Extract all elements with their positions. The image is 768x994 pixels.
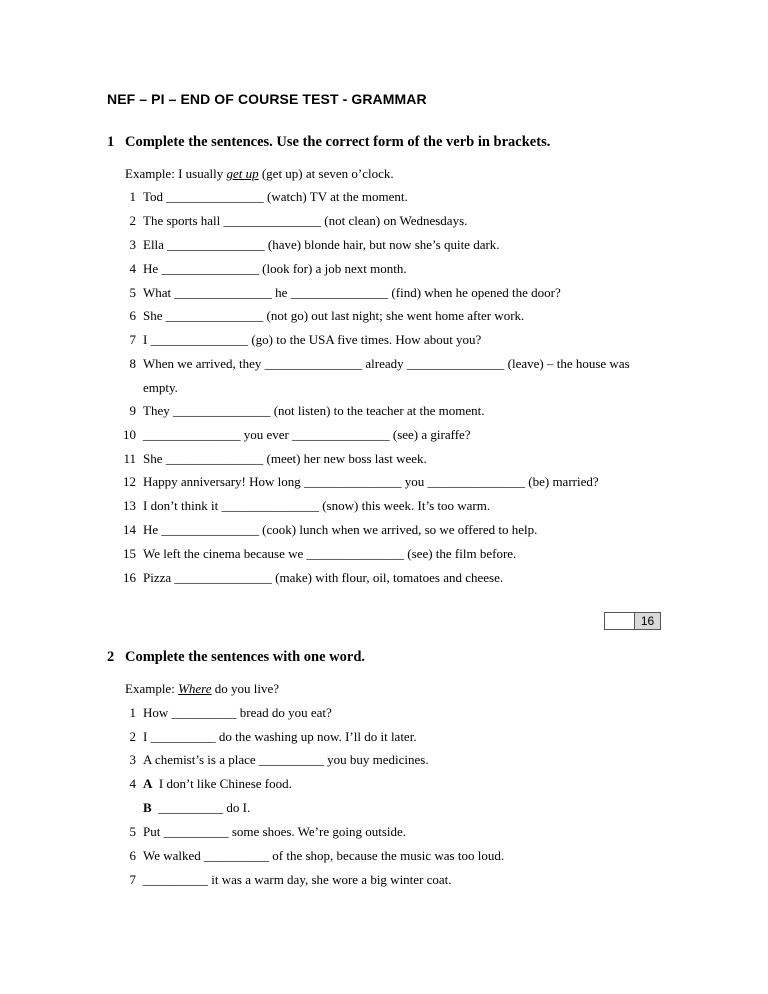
- item-number: 2: [129, 729, 136, 744]
- section-2-heading: [107, 649, 365, 666]
- speaker-a-label: A: [143, 776, 153, 791]
- s1-item-12: [0, 474, 768, 494]
- s1-item-16: [0, 570, 768, 590]
- item-number: 10: [123, 427, 136, 442]
- section-1-score-box: [604, 612, 661, 630]
- item-text: A chemist’s is a place __________ you buy medicines.: [143, 752, 429, 767]
- item-text: Pizza _______________ (make) with flour, oil, tomatoes and cheese.: [143, 570, 504, 585]
- example-prefix: Example:: [125, 681, 179, 696]
- s1-item-11: [0, 451, 768, 471]
- s2-item-5: [0, 824, 768, 844]
- item-number: 6: [129, 848, 136, 863]
- s1-item-1: [0, 189, 768, 209]
- item-number: 3: [129, 752, 136, 767]
- item-text: When we arrived, they _______________ already _______________ (leave) – the house was: [143, 356, 630, 371]
- item-text: How __________ bread do you eat?: [143, 705, 332, 720]
- example-answer: get up: [226, 166, 259, 181]
- item-number: 4: [129, 776, 136, 791]
- section-1-number: 1: [107, 134, 115, 150]
- example-suffix: do you live?: [211, 681, 280, 696]
- s1-item-8: [0, 356, 768, 376]
- section-1-heading: [107, 134, 550, 151]
- section-2-number: 2: [107, 649, 115, 665]
- item-number: 5: [129, 285, 136, 300]
- item-text: I _______________ (go) to the USA five times. How about you?: [143, 332, 482, 347]
- item-text: They _______________ (not listen) to the teacher at the moment.: [143, 403, 485, 418]
- s1-item-9: [0, 403, 768, 423]
- speaker-b-label: B: [143, 800, 152, 815]
- s1-item-7: [0, 332, 768, 352]
- item-text: I don’t like Chinese food.: [158, 776, 292, 791]
- item-text: I __________ do the washing up now. I’ll do it later.: [143, 729, 417, 744]
- item-number: 1: [129, 705, 136, 720]
- section-1-instruction: Complete the sentences. Use the correct form of the verb in brackets.: [125, 134, 551, 150]
- item-number: 11: [123, 451, 136, 466]
- item-number: 8: [129, 356, 136, 371]
- score-total: 16: [635, 613, 660, 629]
- item-number: 13: [123, 498, 136, 513]
- item-number: 16: [123, 570, 136, 585]
- item-text: She _______________ (meet) her new boss last week.: [143, 451, 427, 466]
- s1-item-14: [0, 522, 768, 542]
- section-2-instruction: Complete the sentences with one word.: [125, 649, 366, 665]
- item-text: He _______________ (look for) a job next month.: [143, 261, 407, 276]
- item-4a: [143, 776, 292, 792]
- item-text: _______________ you ever _______________ (see) a giraffe?: [143, 427, 471, 442]
- s1-item-15: [0, 546, 768, 566]
- item-text: Tod _______________ (watch) TV at the moment.: [143, 189, 408, 204]
- s1-item-10: [0, 427, 768, 447]
- item-4b: [143, 800, 250, 816]
- item-text: We left the cinema because we _______________ (see) the film before.: [143, 546, 517, 561]
- section-2-example: [125, 681, 279, 697]
- item-text: I don’t think it _______________ (snow) this week. It’s too warm.: [143, 498, 491, 513]
- example-prefix: Example: I usually: [125, 166, 227, 181]
- s1-item-6: [0, 308, 768, 328]
- s2-item-3: [0, 752, 768, 772]
- section-1-example: [125, 166, 394, 182]
- item-text: What _______________ he _______________ (find) when he opened the door?: [143, 285, 561, 300]
- s2-item-4b: [0, 800, 768, 820]
- s1-item-4: [0, 261, 768, 281]
- item-text: We walked __________ of the shop, because the music was too loud.: [143, 848, 505, 863]
- item-number: 1: [129, 189, 136, 204]
- item-number: 7: [129, 872, 136, 887]
- item-text: The sports hall _______________ (not clean) on Wednesdays.: [143, 213, 468, 228]
- item-number: 7: [129, 332, 136, 347]
- example-answer: Where: [178, 681, 212, 696]
- s1-item-5: [0, 285, 768, 305]
- item-number: 2: [129, 213, 136, 228]
- s2-item-4: [0, 776, 768, 796]
- item-number: 9: [129, 403, 136, 418]
- item-number: 15: [123, 546, 136, 561]
- item-text: __________ it was a warm day, she wore a big winter coat.: [143, 872, 452, 887]
- item-number: 12: [123, 474, 136, 489]
- s2-item-6: [0, 848, 768, 868]
- s1-item-3: [0, 237, 768, 257]
- item-number: 4: [129, 261, 136, 276]
- item-text: Ella _______________ (have) blonde hair, but now she’s quite dark.: [143, 237, 500, 252]
- s1-item-13: [0, 498, 768, 518]
- item-text: Happy anniversary! How long _______________ you _______________ (be) married?: [143, 474, 599, 489]
- s2-item-2: [0, 729, 768, 749]
- s1-item-2: [0, 213, 768, 233]
- s2-item-1: [0, 705, 768, 725]
- item-text: Put __________ some shoes. We’re going outside.: [143, 824, 407, 839]
- score-input-cell[interactable]: [605, 613, 635, 629]
- document-title: NEF – PI – END OF COURSE TEST - GRAMMAR: [107, 91, 427, 107]
- s1-item-8-continuation: empty.: [143, 380, 178, 395]
- item-number: 14: [123, 522, 136, 537]
- item-number: 3: [129, 237, 136, 252]
- item-text: __________ do I.: [158, 800, 251, 815]
- item-text: He _______________ (cook) lunch when we arrived, so we offered to help.: [143, 522, 538, 537]
- s2-item-7: [0, 872, 768, 892]
- item-number: 5: [129, 824, 136, 839]
- item-text: She _______________ (not go) out last night; she went home after work.: [143, 308, 525, 323]
- item-number: 6: [129, 308, 136, 323]
- example-suffix: (get up) at seven o’clock.: [258, 166, 394, 181]
